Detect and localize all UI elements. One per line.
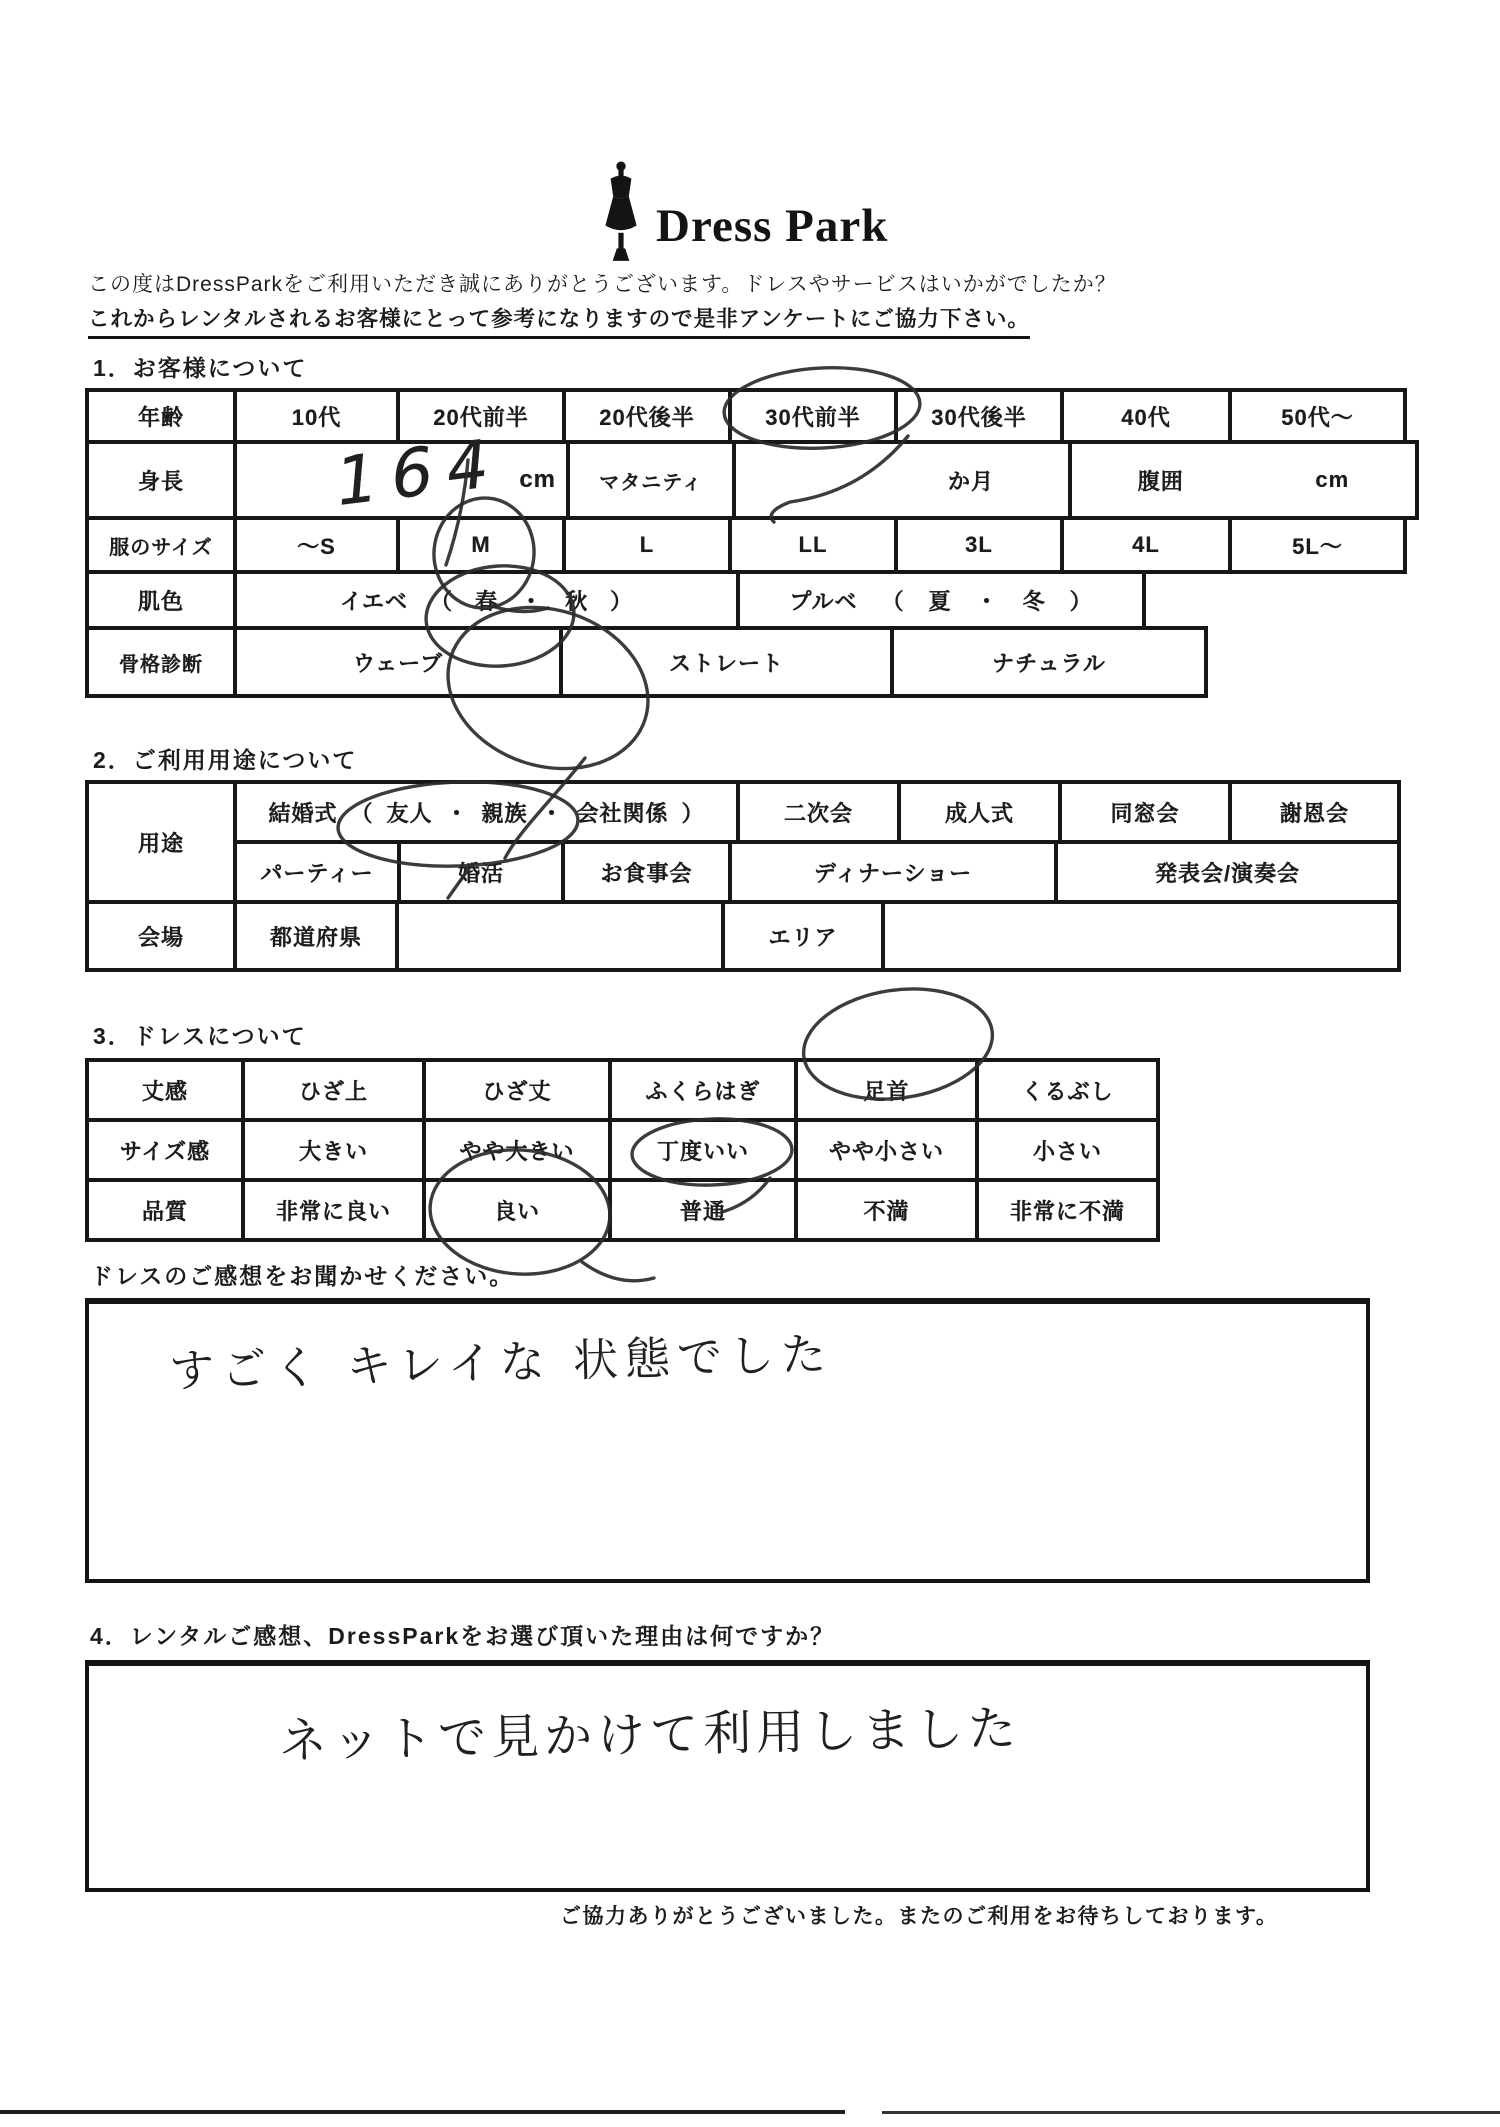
section-3-heading: 3．ドレスについて — [93, 1023, 307, 1049]
fit-row — [85, 1118, 1160, 1182]
height-label: 身長 — [85, 440, 237, 520]
height-row — [85, 423, 1419, 522]
age-option-50s: 50代～ — [1228, 388, 1407, 444]
length-label: 丈感 — [85, 1058, 245, 1122]
usage-option-wedding — [233, 780, 740, 844]
usage-option-konkatsu: 婚活 — [397, 840, 565, 904]
quality-label: 品質 — [85, 1178, 245, 1242]
frame-option-natural: ナチュラル — [890, 626, 1208, 698]
paren: （ — [430, 588, 454, 614]
quality-option-very-dissatisfied: 非常に不満 — [975, 1178, 1160, 1242]
fit-option-large: 大きい — [241, 1118, 426, 1182]
wedding-option-friend: 友人 — [386, 800, 433, 826]
skin-option-autumn: 秋 — [565, 588, 589, 614]
usage-option-thanks-party: 謝恩会 — [1228, 780, 1401, 844]
size-row — [85, 516, 1419, 574]
size-label: 服のサイズ — [85, 516, 237, 574]
age-option-20-late: 20代後半 — [562, 388, 732, 444]
length-row — [85, 1058, 1160, 1122]
height-unit: cm — [519, 466, 556, 493]
age-row — [85, 388, 1419, 444]
frame-row — [85, 626, 1419, 698]
size-option-4l: 4L — [1060, 516, 1232, 574]
paren: ） — [681, 800, 705, 826]
size-option-ll: LL — [728, 516, 898, 574]
footer-thanks: ご協力ありがとうございました。またのご利用をお待ちしております。 — [560, 1905, 1279, 1928]
height-value-cell — [233, 423, 570, 522]
circle-quality-flick — [582, 1262, 654, 1281]
paren: ） — [1069, 588, 1093, 614]
section-4-heading: 4．レンタルご感想、DressParkをお選び頂いた理由は何ですか？ — [90, 1623, 836, 1649]
usage-option-reunion: 同窓会 — [1058, 780, 1232, 844]
yellow-base-label: イエベ — [339, 588, 409, 614]
intro-line-1: この度はDressParkをご利用いただき誠にありがとうございます。ドレスやサービスはいかがでしたか？ — [88, 273, 1117, 296]
age-option-10s: 10代 — [233, 388, 400, 444]
usage-row-2 — [233, 840, 1401, 904]
skin-option-spring: 春 — [475, 588, 499, 614]
quality-option-normal: 普通 — [608, 1178, 798, 1242]
section-2-heading: 2．ご利用用途について — [93, 747, 358, 773]
wedding-option-company: 会社関係 — [576, 800, 669, 826]
fit-label: サイズ感 — [85, 1118, 245, 1182]
fit-option-slightly-large: やや大きい — [422, 1118, 612, 1182]
usage-option-dinner-show: ディナーショー — [728, 840, 1058, 904]
dress-table — [85, 1058, 1160, 1242]
skin-label: 肌色 — [85, 570, 237, 630]
usage-row-1 — [233, 780, 1401, 844]
prefecture-value-cell — [395, 900, 725, 972]
wedding-option-relative: 親族 — [481, 800, 528, 826]
wedding-label: 結婚式 — [268, 800, 338, 826]
length-option-ankle: 足首 — [794, 1058, 979, 1122]
reason-comment-box — [85, 1660, 1370, 1892]
dress-mannequin-icon — [598, 160, 644, 264]
quality-row — [85, 1178, 1160, 1242]
skin-option-summer: 夏 — [928, 588, 952, 614]
handwritten-dress-comment: すごく キレイな 状態でした — [168, 1327, 834, 1398]
size-option-3l: 3L — [894, 516, 1064, 574]
skin-row — [85, 570, 1419, 630]
usage-option-afterparty: 二次会 — [736, 780, 901, 844]
dot: ・ — [975, 588, 999, 614]
frame-option-wave: ウェーブ — [233, 626, 563, 698]
size-option-m: M — [396, 516, 566, 574]
brand-logo — [598, 160, 888, 264]
length-option-above-knee: ひざ上 — [241, 1058, 426, 1122]
handwritten-height-value: 164 — [332, 423, 506, 522]
skin-yellow-base-cell — [233, 570, 740, 630]
scan-artifact-line — [882, 2111, 1500, 2114]
area-label: エリア — [721, 900, 885, 972]
age-option-30-early: 30代前半 — [728, 388, 898, 444]
paren: ） — [610, 588, 634, 614]
fit-option-just-right: 丁度いい — [608, 1118, 798, 1182]
size-option-s: ～S — [233, 516, 400, 574]
usage-option-party: パーティー — [233, 840, 401, 904]
usage-option-recital: 発表会/演奏会 — [1054, 840, 1401, 904]
length-option-anklebone: くるぶし — [975, 1058, 1160, 1122]
skin-blue-base-cell — [736, 570, 1146, 630]
usage-option-coming-of-age: 成人式 — [897, 780, 1062, 844]
waist-unit: cm — [1315, 467, 1350, 492]
usage-option-dinner: お食事会 — [561, 840, 732, 904]
intro-line-2: これからレンタルされるお客様にとって参考になりますので是非アンケートにご協力下さい。 — [88, 302, 1030, 339]
customer-table — [85, 388, 1419, 698]
section-1-heading: 1．お客様について — [93, 355, 308, 381]
frame-label: 骨格診断 — [85, 626, 237, 698]
venue-label: 会場 — [85, 900, 237, 972]
length-option-knee: ひざ丈 — [422, 1058, 612, 1122]
brand-name: Dress Park — [656, 200, 889, 252]
fit-option-slightly-small: やや小さい — [794, 1118, 979, 1182]
size-option-5l: 5L～ — [1228, 516, 1407, 574]
quality-option-very-good: 非常に良い — [241, 1178, 426, 1242]
blue-base-label: プルベ — [789, 588, 858, 614]
age-label: 年齢 — [85, 388, 237, 444]
handwritten-reason-comment: ネットで見かけて利用しました — [278, 1700, 1022, 1770]
fit-option-small: 小さい — [975, 1118, 1160, 1182]
skin-option-winter: 冬 — [1022, 588, 1046, 614]
scan-artifact-line — [0, 2110, 845, 2114]
dress-comment-prompt: ドレスのご感想をお聞かせください。 — [90, 1263, 515, 1289]
prefecture-label: 都道府県 — [233, 900, 399, 972]
venue-row — [85, 900, 1401, 972]
usage-top-block — [85, 780, 1401, 904]
paren: （ — [350, 800, 374, 826]
waist-cell — [1068, 440, 1419, 520]
paren: （ — [881, 588, 905, 614]
quality-option-good: 良い — [422, 1178, 612, 1242]
quality-option-dissatisfied: 不満 — [794, 1178, 979, 1242]
age-option-20-early: 20代前半 — [396, 388, 566, 444]
waist-label: 腹囲 — [1137, 468, 1184, 494]
usage-table — [85, 780, 1401, 972]
dot: ・ — [540, 800, 564, 826]
length-option-calf: ふくらはぎ — [608, 1058, 798, 1122]
dress-comment-box — [85, 1298, 1370, 1583]
area-value-cell — [881, 900, 1401, 972]
dot: ・ — [445, 800, 469, 826]
dot: ・ — [520, 588, 544, 614]
age-option-30-late: 30代後半 — [894, 388, 1064, 444]
usage-label: 用途 — [85, 780, 237, 904]
frame-option-straight: ストレート — [559, 626, 894, 698]
age-option-40s: 40代 — [1060, 388, 1232, 444]
maternity-months-cell: か月 — [732, 440, 1072, 520]
maternity-label: マタニティ — [566, 440, 736, 520]
size-option-l: L — [562, 516, 732, 574]
